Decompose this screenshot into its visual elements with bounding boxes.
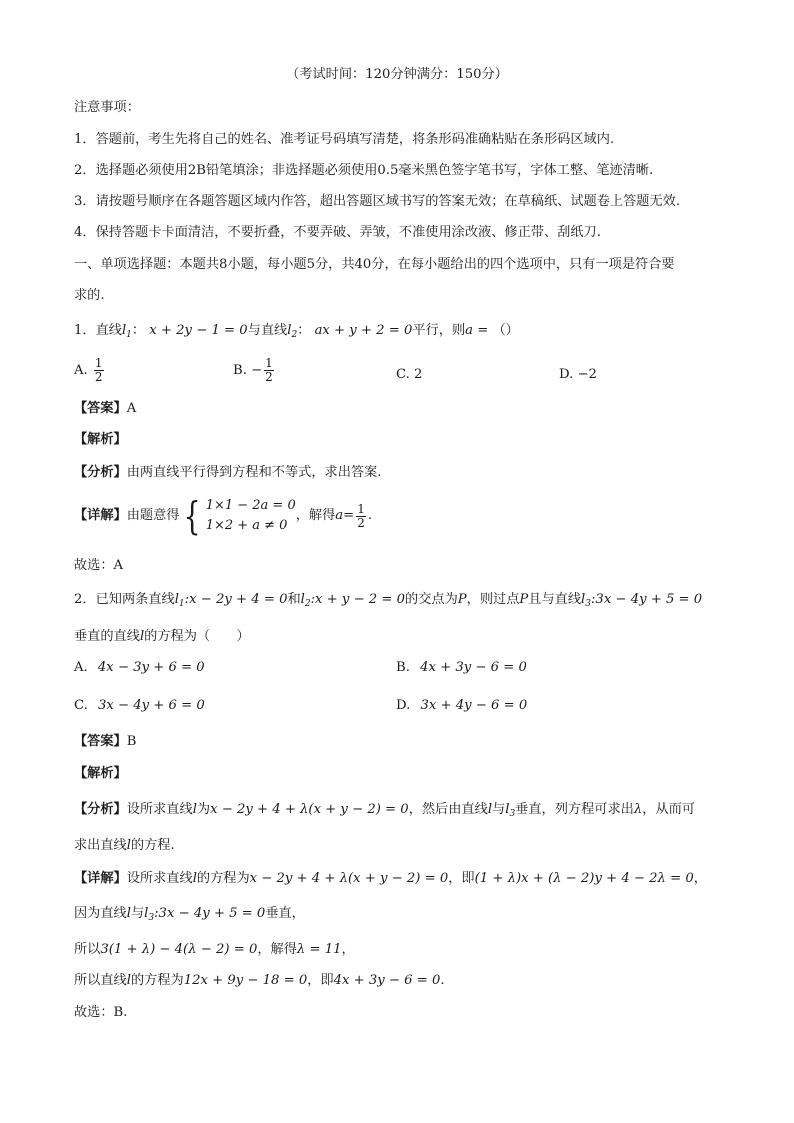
q1-text-a: 直线	[95, 323, 122, 338]
notice-item-2: 2．选择题必须使用2B铅笔填涂；非选择题必须使用0.5毫米黑色签字笔书写，字体工整、笔迹清晰.	[74, 163, 654, 178]
q2-option-b-label: B.	[396, 660, 410, 675]
q1-option-d-label: D.	[559, 367, 574, 382]
q2-answer-tag: 【答案】	[74, 734, 127, 749]
q2-fenxi-lambda: λ	[633, 802, 643, 817]
q1-analysis-label: 【解析】	[74, 432, 127, 447]
q2-l1-sub: 1	[178, 599, 185, 609]
q1-fenxi-tag: 【分析】	[74, 465, 127, 480]
q2-text-d: 且与直线	[528, 592, 582, 607]
q1-detail	[74, 496, 372, 536]
q2-fenxi-l2: l	[487, 802, 493, 817]
q1-choose: 故选：A	[74, 558, 124, 573]
q1-answer-tag: 【答案】	[74, 401, 127, 416]
q2-d2-l3: l	[144, 906, 149, 921]
q2-analysis-label: 【解析】	[74, 766, 127, 781]
q2-d1-l: l	[192, 871, 197, 886]
q1-eq2: ax + y + 2 = 0	[314, 323, 413, 338]
q2-text-e: 垂直的直线	[74, 629, 140, 644]
q2-and: 和	[287, 592, 301, 607]
q2-l2-sub: 2	[304, 599, 311, 609]
q1-eq1: x + 2y − 1 = 0	[149, 323, 248, 338]
section-heading-line1: 一、单项选择题：本题共8小题，每小题5分，共40分，在每小题给出的四个选项中，只有一项是符合要	[74, 257, 675, 272]
q1-colon: ：	[131, 323, 146, 338]
q2-d1-c: ，即	[448, 871, 475, 886]
q2-fenxi-tag: 【分析】	[74, 802, 127, 817]
q2-fenxi-l3-sub: 3	[509, 809, 516, 819]
q1-option-d	[559, 366, 597, 384]
q2-detail-line4	[74, 972, 445, 990]
q2-d2-c: 垂直，	[265, 906, 305, 921]
q2-l1: l	[174, 592, 179, 607]
notice-item-4: 4．保持答题卡卡面清洁，不要折叠，不要弄破、弄皱，不准使用涂改液、修正带、刮纸刀.	[74, 225, 601, 240]
q2-option-a-value: 4x − 3y + 6 = 0	[97, 660, 205, 675]
q1-option-b-num: 1	[265, 356, 273, 370]
q2-option-c-label: C.	[74, 698, 88, 713]
exam-time-note: （考试时间：120分钟满分：150分）	[286, 67, 508, 82]
q2-eq1: :x − 2y + 4 = 0	[184, 592, 288, 607]
q2-d4-a: 所以直线	[74, 973, 127, 988]
q1-l2: l	[287, 323, 292, 338]
q2-d1-a: 设所求直线	[126, 871, 193, 886]
q2-d4-d: .	[440, 973, 445, 988]
q2-detail-line1	[74, 870, 707, 888]
q2-option-c-value: 3x − 4y + 6 = 0	[98, 698, 205, 713]
q1-fenxi-text: 由两直线平行得到方程和不等式，求出答案.	[126, 465, 382, 480]
q1-detail-row	[74, 496, 372, 536]
q2-eq2: :x + y − 2 = 0	[310, 592, 406, 607]
q2-fenxi-c: ，然后由直线	[408, 802, 488, 817]
q1-solution-num: 1	[357, 501, 365, 516]
q2-fenxi-line1	[74, 801, 695, 823]
notice-title: 注意事项：	[74, 100, 140, 115]
q2-d3-eq: 3(1 + λ) − 4(λ − 2) = 0	[100, 942, 258, 957]
q2-d4-c: ，即	[307, 973, 334, 988]
q1-detail-tag: 【详解】	[74, 508, 127, 523]
q1-l1: l	[121, 323, 127, 338]
q2-text-a: 2．已知两条直线	[74, 592, 175, 607]
q2-fenxi-b: 为	[196, 802, 211, 817]
q2-eq3: :3x − 4y + 5 = 0	[590, 592, 703, 607]
q1-option-b-label: B.	[233, 363, 247, 378]
q2-fenxi-f: ，从而可	[642, 802, 695, 817]
q2-analysis-tag	[74, 765, 127, 783]
q2-text-b: 的交点为	[405, 592, 458, 607]
q1-l2-sub: 2	[291, 330, 298, 340]
q1-detail-end: .	[367, 508, 373, 523]
q2-fenxi-line2-b: 的方程.	[130, 838, 175, 853]
q2-fenxi-line2-a: 求出直线	[74, 838, 127, 853]
q2-d3-eq2: λ = 11	[296, 942, 342, 957]
q2-d4-b: 的方程为	[130, 973, 184, 988]
q2-d2-b: 与	[130, 906, 145, 921]
q2-option-a	[74, 659, 205, 677]
q1-system	[206, 496, 296, 536]
q2-fenxi-e: 垂直，列方程可求出	[515, 802, 634, 817]
q2-d4-eq2: 4x + 3y − 6 = 0	[333, 973, 441, 988]
q1-option-a	[74, 357, 106, 384]
q1-system-eq1: 1×1 − 2a = 0	[205, 498, 296, 513]
q1-option-b-fraction	[264, 357, 274, 384]
q1-number: 1．	[74, 323, 96, 338]
q1-system-eq2: 1×2 + a ≠ 0	[205, 518, 288, 533]
q2-option-d	[396, 697, 527, 715]
q2-d1-d: ，	[693, 871, 707, 886]
q2-answer-value: B	[126, 734, 137, 749]
q2-answer	[74, 733, 136, 751]
q2-option-b	[396, 659, 527, 677]
q2-text-f: 的方程为（ ）	[144, 629, 250, 644]
q2-stem-line2	[74, 628, 250, 646]
q2-d2-eq: :3x − 4y + 5 = 0	[154, 906, 266, 921]
q1-text-c: 平行，则	[412, 323, 466, 338]
q2-fenxi-eq: x − 2y + 4 + λ(x + y − 2) = 0	[210, 802, 409, 817]
q1-option-d-value: −2	[577, 367, 597, 382]
q1-option-a-num: 1	[94, 356, 103, 370]
q2-fenxi-l3: l	[505, 802, 510, 817]
q2-option-a-label: A.	[74, 660, 88, 675]
q2-text-c: ，则过点	[466, 592, 520, 607]
q2-choose: 故选：B.	[74, 1005, 128, 1020]
q2-l3: l	[581, 592, 586, 607]
q1-solution-den: 2	[357, 515, 365, 530]
q1-option-b-sign: −	[251, 363, 263, 378]
q1-a-var: a	[465, 323, 474, 338]
q2-d1-b: 的方程为	[196, 871, 250, 886]
q2-d1-eq: x − 2y + 4 + λ(x + y − 2) = 0	[249, 871, 449, 886]
q1-fenxi	[74, 464, 382, 482]
q2-detail-line3	[74, 941, 355, 959]
q1-detail-mid: ，解得	[295, 508, 336, 523]
q2-d3-c: ，	[341, 942, 355, 957]
q1-answer	[74, 400, 136, 418]
q1-option-b	[233, 357, 276, 384]
q2-d2-a: 因为直线	[74, 906, 127, 921]
q2-detail-line2	[74, 905, 305, 927]
q2-point-p1: P	[457, 592, 467, 607]
q2-option-d-value: 3x + 4y − 6 = 0	[420, 698, 528, 713]
q2-fenxi-l: l	[192, 802, 197, 817]
q1-option-a-label: A.	[74, 363, 88, 378]
q2-stem-line1	[74, 591, 702, 613]
q2-option-b-value: 4x + 3y − 6 = 0	[420, 660, 527, 675]
q2-d4-eq: 12x + 9y − 18 = 0	[183, 973, 308, 988]
q1-option-b-den: 2	[265, 370, 273, 384]
q2-fenxi-d: 与	[492, 802, 506, 817]
q1-detail-pre: 由题意得	[126, 508, 180, 523]
q2-d3-b: ，解得	[257, 942, 297, 957]
q1-text-b: 与直线	[247, 323, 288, 338]
q1-solution-fraction	[356, 503, 366, 530]
q2-option-c	[74, 697, 205, 715]
q1-option-c-value: 2	[414, 367, 423, 382]
q1-l1-sub: 1	[126, 330, 132, 340]
q2-d4-l: l	[126, 973, 131, 988]
q1-system-brace: {	[183, 494, 201, 538]
q2-l-var: l	[139, 629, 145, 644]
q1-stem: 1．直线$l_1$： x + 2y − 1 = 0与直线$l_2$： ax + y + 2 = 0平行，则a = （）	[74, 323, 519, 340]
q2-d1-eq2: (1 + λ)x + (λ − 2)y + 4 − 2λ = 0	[474, 871, 694, 886]
q1-analysis-tag	[74, 431, 127, 449]
q1-answer-value: A	[126, 401, 137, 416]
section-heading-line2: 求的.	[74, 288, 105, 303]
notice-item-3: 3．请按题号顺序在各题答题区域内作答，超出答题区域书写的答案无效；在草稿纸、试题卷上答题无效.	[74, 194, 681, 209]
q2-point-p2: P	[519, 592, 529, 607]
q2-fenxi-line2-l: l	[126, 838, 131, 853]
q2-detail-tag: 【详解】	[74, 871, 127, 886]
q2-d2-l: l	[126, 906, 131, 921]
q2-option-d-label: D.	[396, 698, 411, 713]
q2-l3-sub: 3	[585, 599, 591, 609]
notice-item-1: 1．答题前，考生先将自己的姓名、准考证号码填写清楚，将条形码准确粘贴在条形码区域内.	[74, 132, 615, 147]
q1-text-d: = （）	[473, 323, 519, 338]
q2-fenxi-line2	[74, 837, 175, 855]
q1-solution-eq: =	[343, 508, 355, 523]
q1-option-c-label: C.	[396, 367, 410, 382]
q2-d2-l3-sub: 3	[148, 913, 155, 923]
q1-option-a-den: 2	[94, 370, 103, 384]
q2-d3-a: 所以	[74, 942, 101, 957]
q1-solution-var: a	[335, 508, 344, 523]
q2-l2: l	[300, 592, 305, 607]
q1-option-a-fraction	[94, 357, 104, 384]
q1-option-c	[396, 366, 422, 384]
q2-fenxi-a: 设所求直线	[126, 802, 193, 817]
